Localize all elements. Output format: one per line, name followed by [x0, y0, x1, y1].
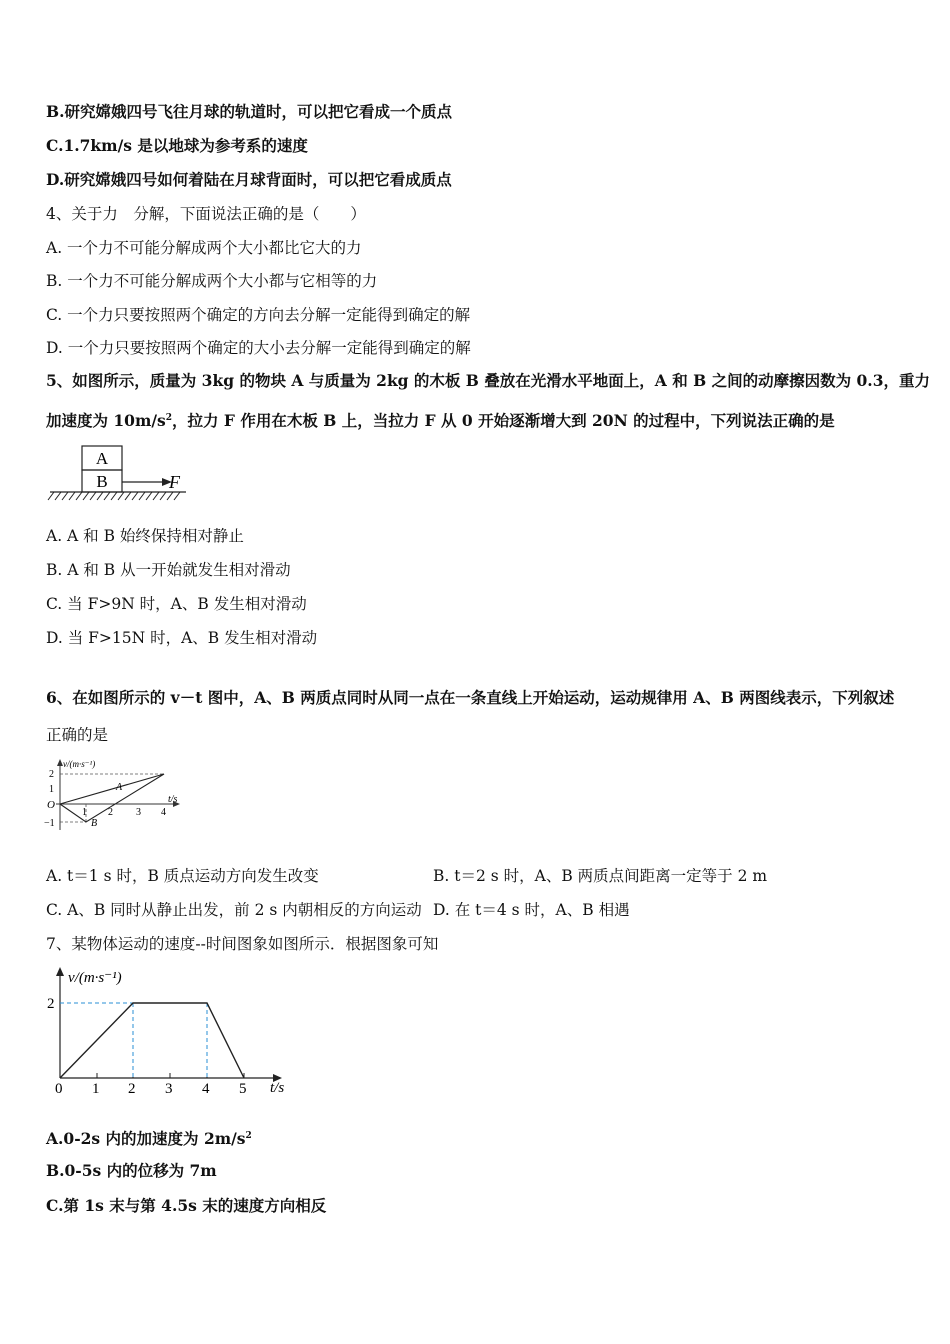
q7-option-b: B.0-5s 内的位移为 7m	[46, 1161, 217, 1180]
q5-option-a: A. A 和 B 始终保持相对静止	[46, 527, 244, 545]
q6-option-d: D. 在 t＝4 s 时，A、B 相遇	[433, 901, 630, 919]
q6-stem-line2: 正确的是	[46, 726, 109, 744]
q6-stem-line1: 6、在如图所示的 v－t 图中，A、B 两质点同时从同一点在一条直线上开始运动，运动规律用 A、B 两图线表示，下列叙述	[46, 688, 895, 707]
q6-y-axis-label: v/(m·s⁻¹)	[63, 759, 96, 769]
q5-stem-line2: 加速度为 $10m/s^2$，拉力 F 作用在木板 B 上，当拉力 F 从 0 开始逐渐增大到 20N 的过程中，下列说法正确的是	[46, 411, 835, 431]
q7-x-axis-label: t/s	[270, 1080, 285, 1096]
q4-stem: 4、关于力 分解，下面说法正确的是（ ）	[46, 205, 366, 223]
q6-vt-graph	[44, 756, 186, 836]
q7-option-a: A.0-2s 内的加速度为 $2m/s^2$	[46, 1129, 252, 1149]
block-on-board-figure	[46, 444, 191, 506]
q6-option-b: B. t＝2 s 时，A、B 两质点间距离一定等于 2 m	[433, 867, 768, 885]
q3-option-c: C.1.7km/s 是以地球为参考系的速度	[46, 136, 308, 155]
q6-option-a: A. t＝1 s 时，B 质点运动方向发生改变	[46, 867, 319, 885]
q6-ytick-neg1: −1	[44, 818, 55, 829]
q6-x-axis-label: t/s	[168, 794, 178, 805]
q6-xtick-4: 4	[161, 807, 166, 818]
q4-option-c: C. 一个力只要按照两个确定的方向去分解一定能得到确定的解	[46, 306, 471, 324]
block-a-label: A	[95, 449, 109, 468]
q5-option-c: C. 当 F>9N 时，A、B 发生相对滑动	[46, 595, 307, 613]
q3-option-b: B.研究嫦娥四号飞往月球的轨道时，可以把它看成一个质点	[46, 102, 452, 121]
q7-xtick-1: 1	[92, 1081, 100, 1097]
q5-stem-line1: 5、如图所示，质量为 3kg 的物块 A 与质量为 2kg 的木板 B 叠放在光滑水平地面上，A 和 B 之间的动摩擦因数为 0.3，重力	[46, 371, 930, 390]
q3-option-d: D.研究嫦娥四号如何着陆在月球背面时，可以把它看成质点	[46, 170, 452, 189]
q6-line-b-label: B	[91, 818, 98, 829]
q7-ytick-2: 2	[47, 996, 55, 1012]
q7-xtick-4: 4	[202, 1081, 210, 1097]
q4-option-b: B. 一个力不可能分解成两个大小都与它相等的力	[46, 272, 378, 290]
q6-xtick-3: 3	[136, 807, 141, 818]
q6-ytick-1: 1	[49, 784, 54, 795]
block-b-label: B	[96, 472, 108, 491]
q7-stem: 7、某物体运动的速度--时间图象如图所示．根据图象可知	[46, 935, 439, 953]
q6-xtick-1: 1	[82, 807, 87, 818]
q6-option-c: C. A、B 同时从静止出发，前 2 s 内朝相反的方向运动	[46, 901, 422, 919]
q6-origin-label: O	[47, 799, 55, 811]
force-label: F	[169, 472, 180, 492]
q7-xtick-3: 3	[165, 1081, 173, 1097]
q7-xtick-5: 5	[239, 1081, 247, 1097]
q4-option-d: D. 一个力只要按照两个确定的大小去分解一定能得到确定的解	[46, 339, 471, 357]
q5-option-b: B. A 和 B 从一开始就发生相对滑动	[46, 561, 291, 579]
q7-velocity-line	[60, 1003, 244, 1078]
q7-xtick-2: 2	[128, 1081, 136, 1097]
q7-option-c: C.第 1s 末与第 4.5s 末的速度方向相反	[46, 1196, 327, 1215]
y-axis-arrow-icon	[56, 967, 64, 976]
q5-option-d: D. 当 F>15N 时，A、B 发生相对滑动	[46, 629, 318, 647]
q7-vt-graph	[40, 962, 300, 1100]
q6-xtick-2: 2	[108, 807, 113, 818]
q6-ytick-2: 2	[49, 769, 54, 780]
q7-y-axis-label: v/(m·s⁻¹)	[68, 970, 122, 986]
q6-line-a	[60, 774, 164, 804]
ground-hatching	[48, 492, 180, 500]
q7-xtick-0: 0	[55, 1081, 63, 1097]
q6-line-a-label: A	[116, 782, 123, 793]
q4-option-a: A. 一个力不可能分解成两个大小都比它大的力	[46, 239, 362, 257]
